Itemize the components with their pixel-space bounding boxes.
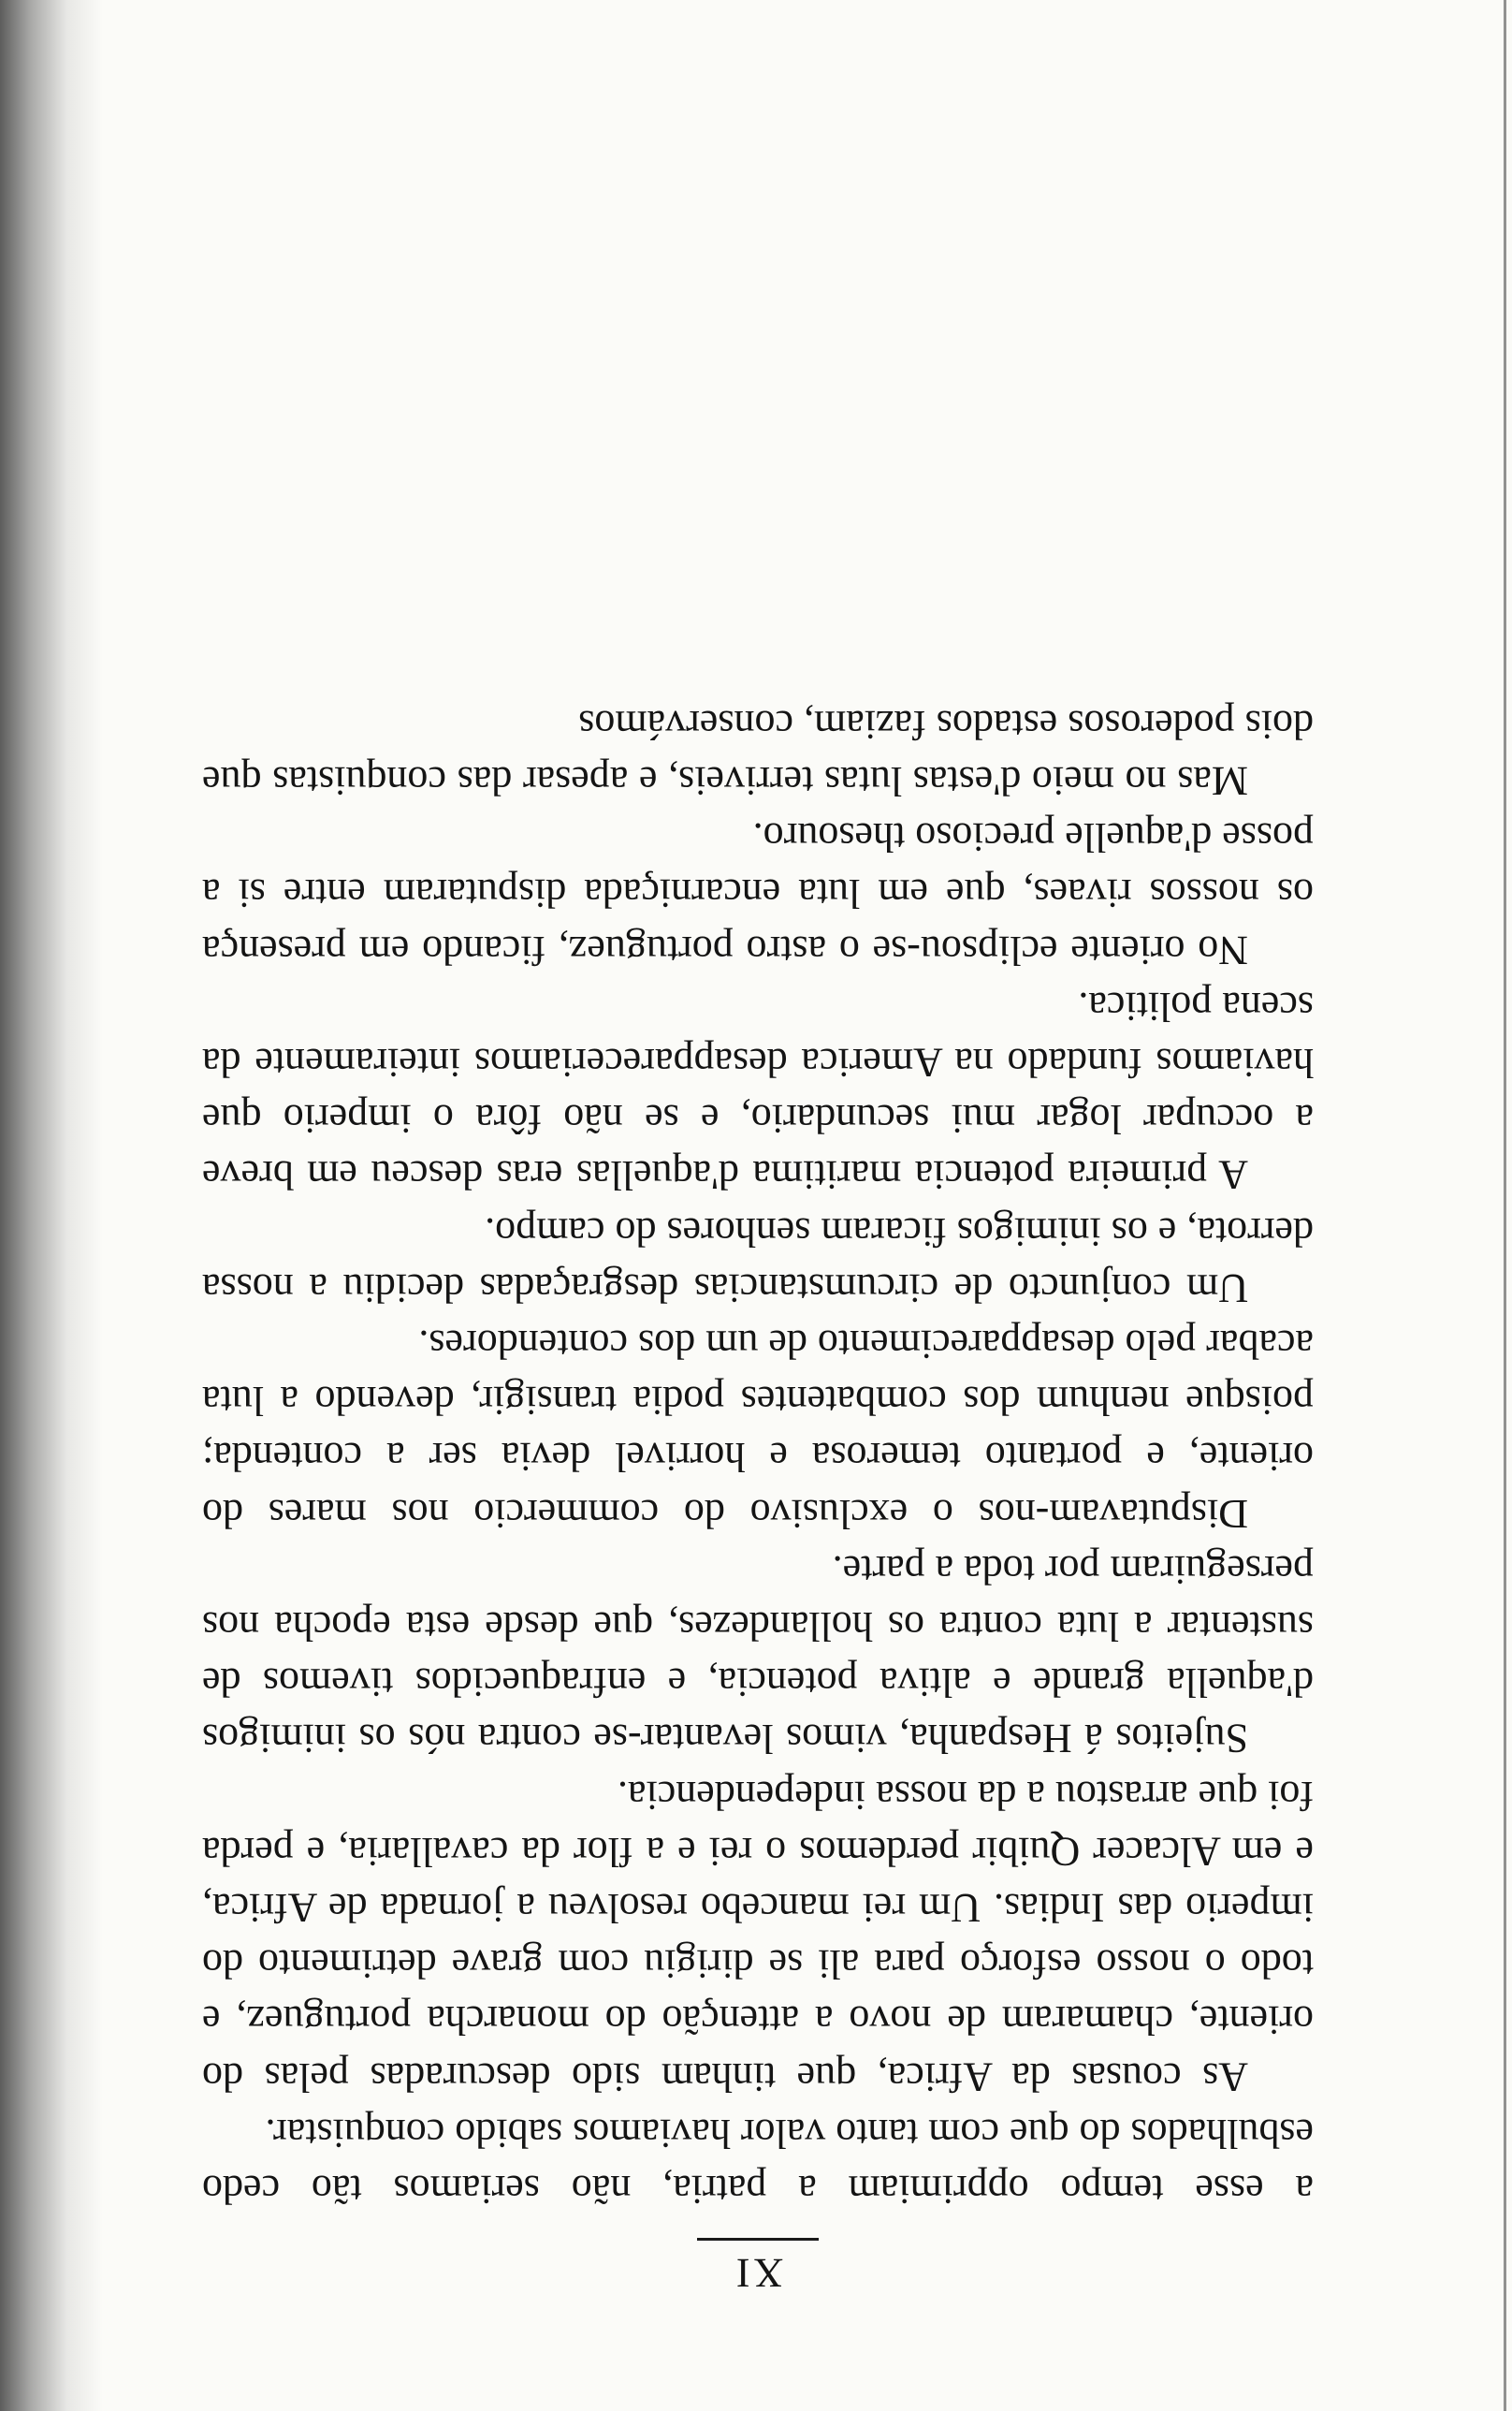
paragraph-4: Disputavam-nos o exclusivo do commercio nos mares do oriente, e portanto temerosa e horrivel devia ser a contenda; poisque nenhum dos combatentes podia transigir, devendo a luta acabar pelo desapparecimento de um dos contendores. <box>202 1321 1314 1537</box>
paragraph-1: a esse tempo opprimiam a patria, não seriamos tão cedo esbulhados do que com tanto valor haviamos sabido conquistar. <box>202 2110 1314 2213</box>
paragraph-6: A primeira potencia maritima d'aquellas eras desceu em breve a occupar logar mui secundario, e se não fôra o imperio que haviamos fundado na America desappareceriamos inteiramente da scena politica. <box>202 983 1314 1199</box>
binding-shadow <box>0 0 103 2411</box>
page-number: XI <box>732 2250 784 2296</box>
page-text-block <box>202 696 1314 2301</box>
page-edge-line <box>1504 0 1506 2411</box>
paragraph-5: Um conjuncto de circumstancias desgraçadas decidiu a nossa derrota, e os inimigos ficaram senhores do campo. <box>202 1208 1314 1311</box>
paragraph-2: As cousas da Africa, que tinham sido descuradas pelas do oriente, chamaram de novo a attenção do monarcha portuguez, e todo o nosso esforço para ali se dirigiu com grave detrimento do imperio das Indias. Um rei mancebo resolveu a jornada de Africa, e em Alcacer Quibir perdemos o rei e a flor da cavallaria, e perda foi que arrastou a da nossa independencia. <box>202 1772 1314 2100</box>
paragraph-3: Sujeitos á Hespanha, vimos levantar-se contra nós os inimigos d'aquella grande e altiva potencia, e enfraquecidos tivemos de sustentar a luta contra os hollandezes, que desde esta epocha nos perseguiram por toda a parte. <box>202 1546 1314 1762</box>
header-rule <box>697 2238 819 2241</box>
paragraph-8: Mas no meio d'estas lutas terriveis, e apesar das conquistas que dois poderosos estados faziam, conservámos <box>202 701 1314 804</box>
paragraph-7: No oriente eclipsou-se o astro portuguez, ficando em presença os nossos rivaes, que em luta encarniçada disputaram entre si a posse d'aquelle precioso thesouro. <box>202 814 1314 973</box>
